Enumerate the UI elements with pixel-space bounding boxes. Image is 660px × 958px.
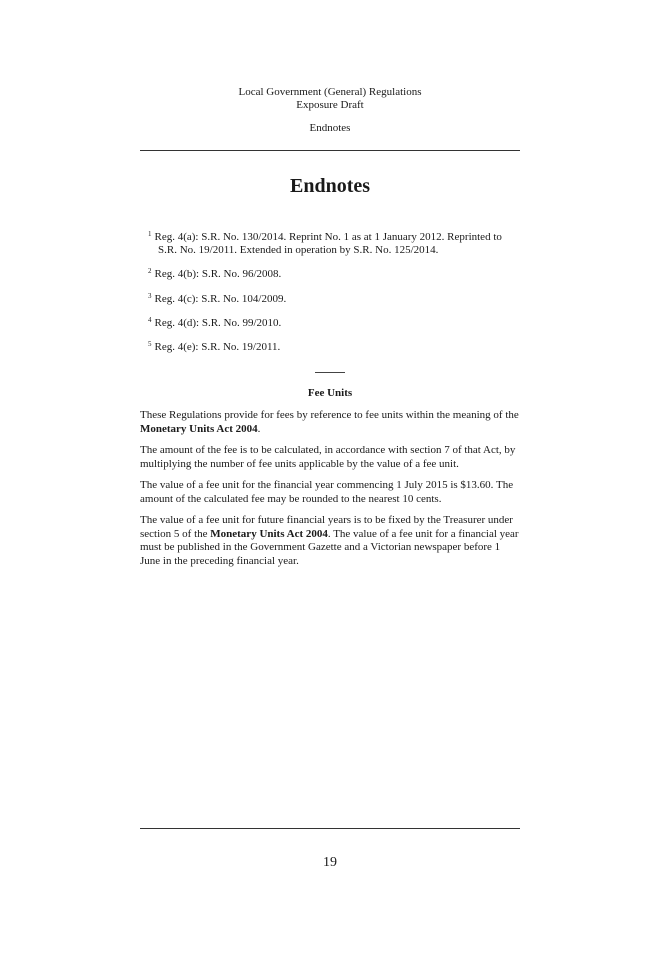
act-name: Monetary Units Act 2004 xyxy=(210,527,328,540)
running-header-title: Local Government (General) Regulations xyxy=(238,86,422,98)
endnote-number: 2 xyxy=(148,267,152,276)
endnote-item xyxy=(140,314,520,330)
fee-units-paragraph-3: The value of a fee unit for the financial year commencing 1 July 2015 is $13.60. The amount of the calculated fee may be rounded to the nearest 10 cents. xyxy=(140,479,514,505)
running-header-subtitle: Exposure Draft xyxy=(296,99,364,111)
endnote-item xyxy=(140,228,520,257)
endnote-text: Reg. 4(e): S.R. No. 19/2011. xyxy=(154,341,281,354)
fee-units-body xyxy=(140,409,520,576)
endnote-number: 4 xyxy=(148,315,152,324)
endnote-text: Reg. 4(c): S.R. No. 104/2009. xyxy=(154,292,287,305)
fee-units-paragraph-4: The value of a fee unit for future financial years is to be fixed by the Treasurer under section 5 of the Monetary Units Act 2004. The value of a fee unit for a financial year must be published in the Government Gazette and a Victorian newspaper before 1 June in the preceding financial year. xyxy=(140,514,519,567)
endnote-text: Reg. 4(d): S.R. No. 99/2010. xyxy=(154,316,282,329)
fee-units-paragraph-1: These Regulations provide for fees by reference to fee units within the meaning of the Monetary Units Act 2004. xyxy=(140,409,519,435)
footer-rule xyxy=(140,828,520,829)
endnote-number: 5 xyxy=(148,340,152,349)
page-title: Endnotes xyxy=(289,175,371,197)
endnote-number: 1 xyxy=(148,230,152,238)
header-rule xyxy=(140,150,520,151)
running-header-section: Endnotes xyxy=(309,122,351,134)
endnote-text: Reg. 4(a): S.R. No. 130/2014. Reprint No. 1 as at 1 January 2012. Reprinted to S.R. No. 19/2011. Extended in operation by S.R. No. 125/2014. xyxy=(154,231,502,257)
act-name: Monetary Units Act 2004 xyxy=(140,422,258,435)
endnote-item xyxy=(140,338,520,354)
fee-units-paragraph-2: The amount of the fee is to be calculated, in accordance with section 7 of that Act, by multiplying the number of fee units applicable by the value of a fee unit. xyxy=(140,444,516,470)
endnotes-list xyxy=(140,228,520,362)
page-number: 19 xyxy=(323,855,337,870)
section-divider xyxy=(315,372,345,373)
endnote-item xyxy=(140,265,520,281)
endnote-text: Reg. 4(b): S.R. No. 96/2008. xyxy=(154,268,282,281)
endnote-item xyxy=(140,290,520,306)
fee-units-heading: Fee Units xyxy=(307,387,353,399)
endnote-number: 3 xyxy=(148,291,152,300)
